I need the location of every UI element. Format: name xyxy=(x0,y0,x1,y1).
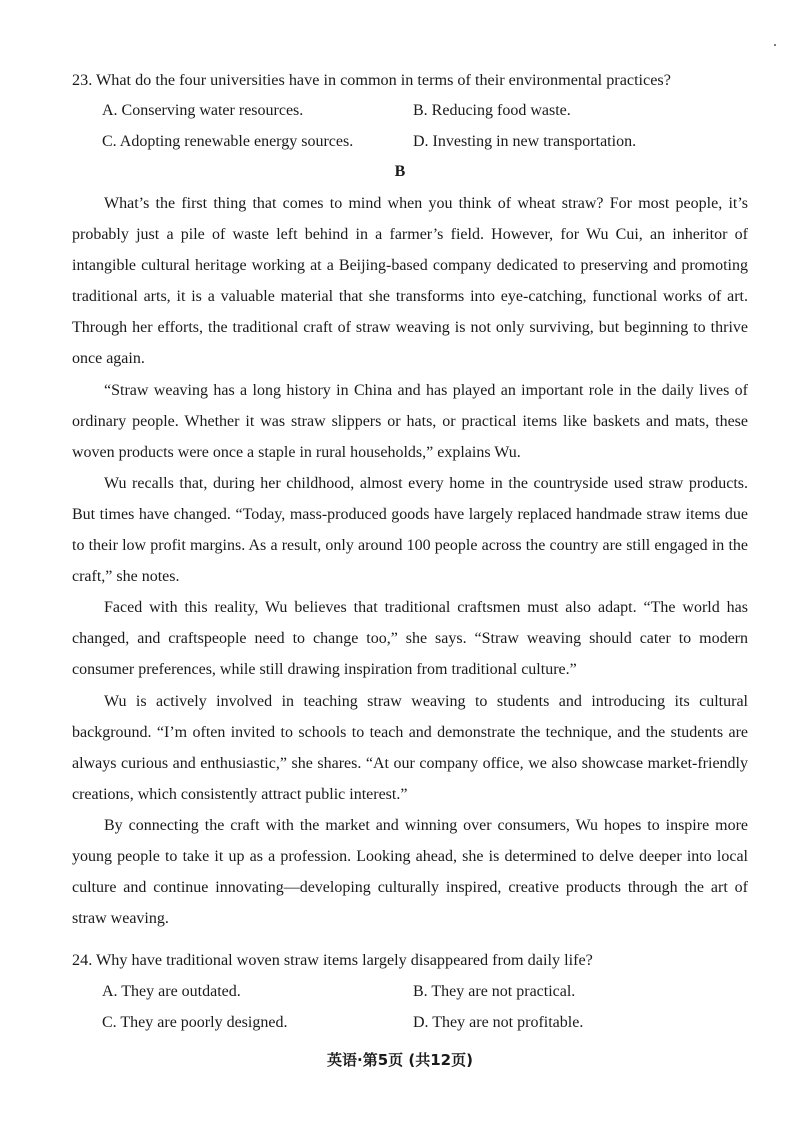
question-24-stem: 24. Why have traditional woven straw items largely disappeared from daily life? xyxy=(72,951,593,969)
question-23-option-c: C. Adopting renewable energy sources. xyxy=(102,133,354,150)
question-23-option-b: B. Reducing food waste. xyxy=(413,102,571,119)
question-24-option-c: C. They are poorly designed. xyxy=(102,1014,288,1031)
section-heading: B xyxy=(394,163,406,180)
question-23-option-d: D. Investing in new transportation. xyxy=(413,133,637,150)
page-footer: 英语·第5页 (共12页) xyxy=(327,1051,473,1069)
passage-paragraph: “Straw weaving has a long history in China and has played an important role in the daily lives of ordinary people. Whether it was straw slippers or hats, or practical items like baskets and mats, these woven products were once a staple in rural households,” explains Wu. xyxy=(72,381,748,461)
passage-paragraph: Wu is actively involved in teaching straw weaving to students and introducing its cultural background. “I’m often invited to schools to teach and demonstrate the technique, and the students are always curious and enthusiastic,” she shares. “At our company office, we also showcase market-friendly creations, which consistently attract public interest.” xyxy=(72,692,748,803)
passage-paragraph: Wu recalls that, during her childhood, almost every home in the countryside used straw products. But times have changed. “Today, mass-produced goods have largely replaced handmade straw items due to their low profit margins. As a result, only around 100 people across the country are still engaged in the craft,” she notes. xyxy=(72,474,748,586)
passage-paragraph: What’s the first thing that comes to mind when you think of wheat straw? For most people, it’s probably just a pile of waste left behind in a farmer’s field. However, for Wu Cui, an inheritor of intangible cultural heritage working at a Beijing-based company dedicated to preserving and promoting traditional arts, it is a valuable material that she transforms into eye-catching, functional works of art. Through her efforts, the traditional craft of straw weaving is not only surviving, but beginning to thrive once again. xyxy=(72,195,748,368)
question-23-option-a: A. Conserving water resources. xyxy=(102,102,304,119)
question-24-option-a: A. They are outdated. xyxy=(102,983,241,1000)
question-24-option-d: D. They are not profitable. xyxy=(413,1014,584,1031)
passage-paragraph: Faced with this reality, Wu believes that traditional craftsmen must also adapt. “The world has changed, and craftspeople need to change too,” she says. “Straw weaving should cater to modern consumer preferences, while still drawing inspiration from traditional culture.” xyxy=(72,599,748,679)
passage-paragraph: By connecting the craft with the market and winning over consumers, Wu hopes to inspire more young people to take it up as a profession. Looking ahead, she is determined to delve deeper into local culture and continue innovating—developing culturally inspired, creative products through the art of straw weaving. xyxy=(72,816,748,928)
question-23-stem: 23. What do the four universities have in common in terms of their environmental practices? xyxy=(72,71,671,89)
scan-speck xyxy=(774,44,776,46)
question-24-option-b: B. They are not practical. xyxy=(413,983,576,1000)
reading-passage xyxy=(72,188,748,934)
